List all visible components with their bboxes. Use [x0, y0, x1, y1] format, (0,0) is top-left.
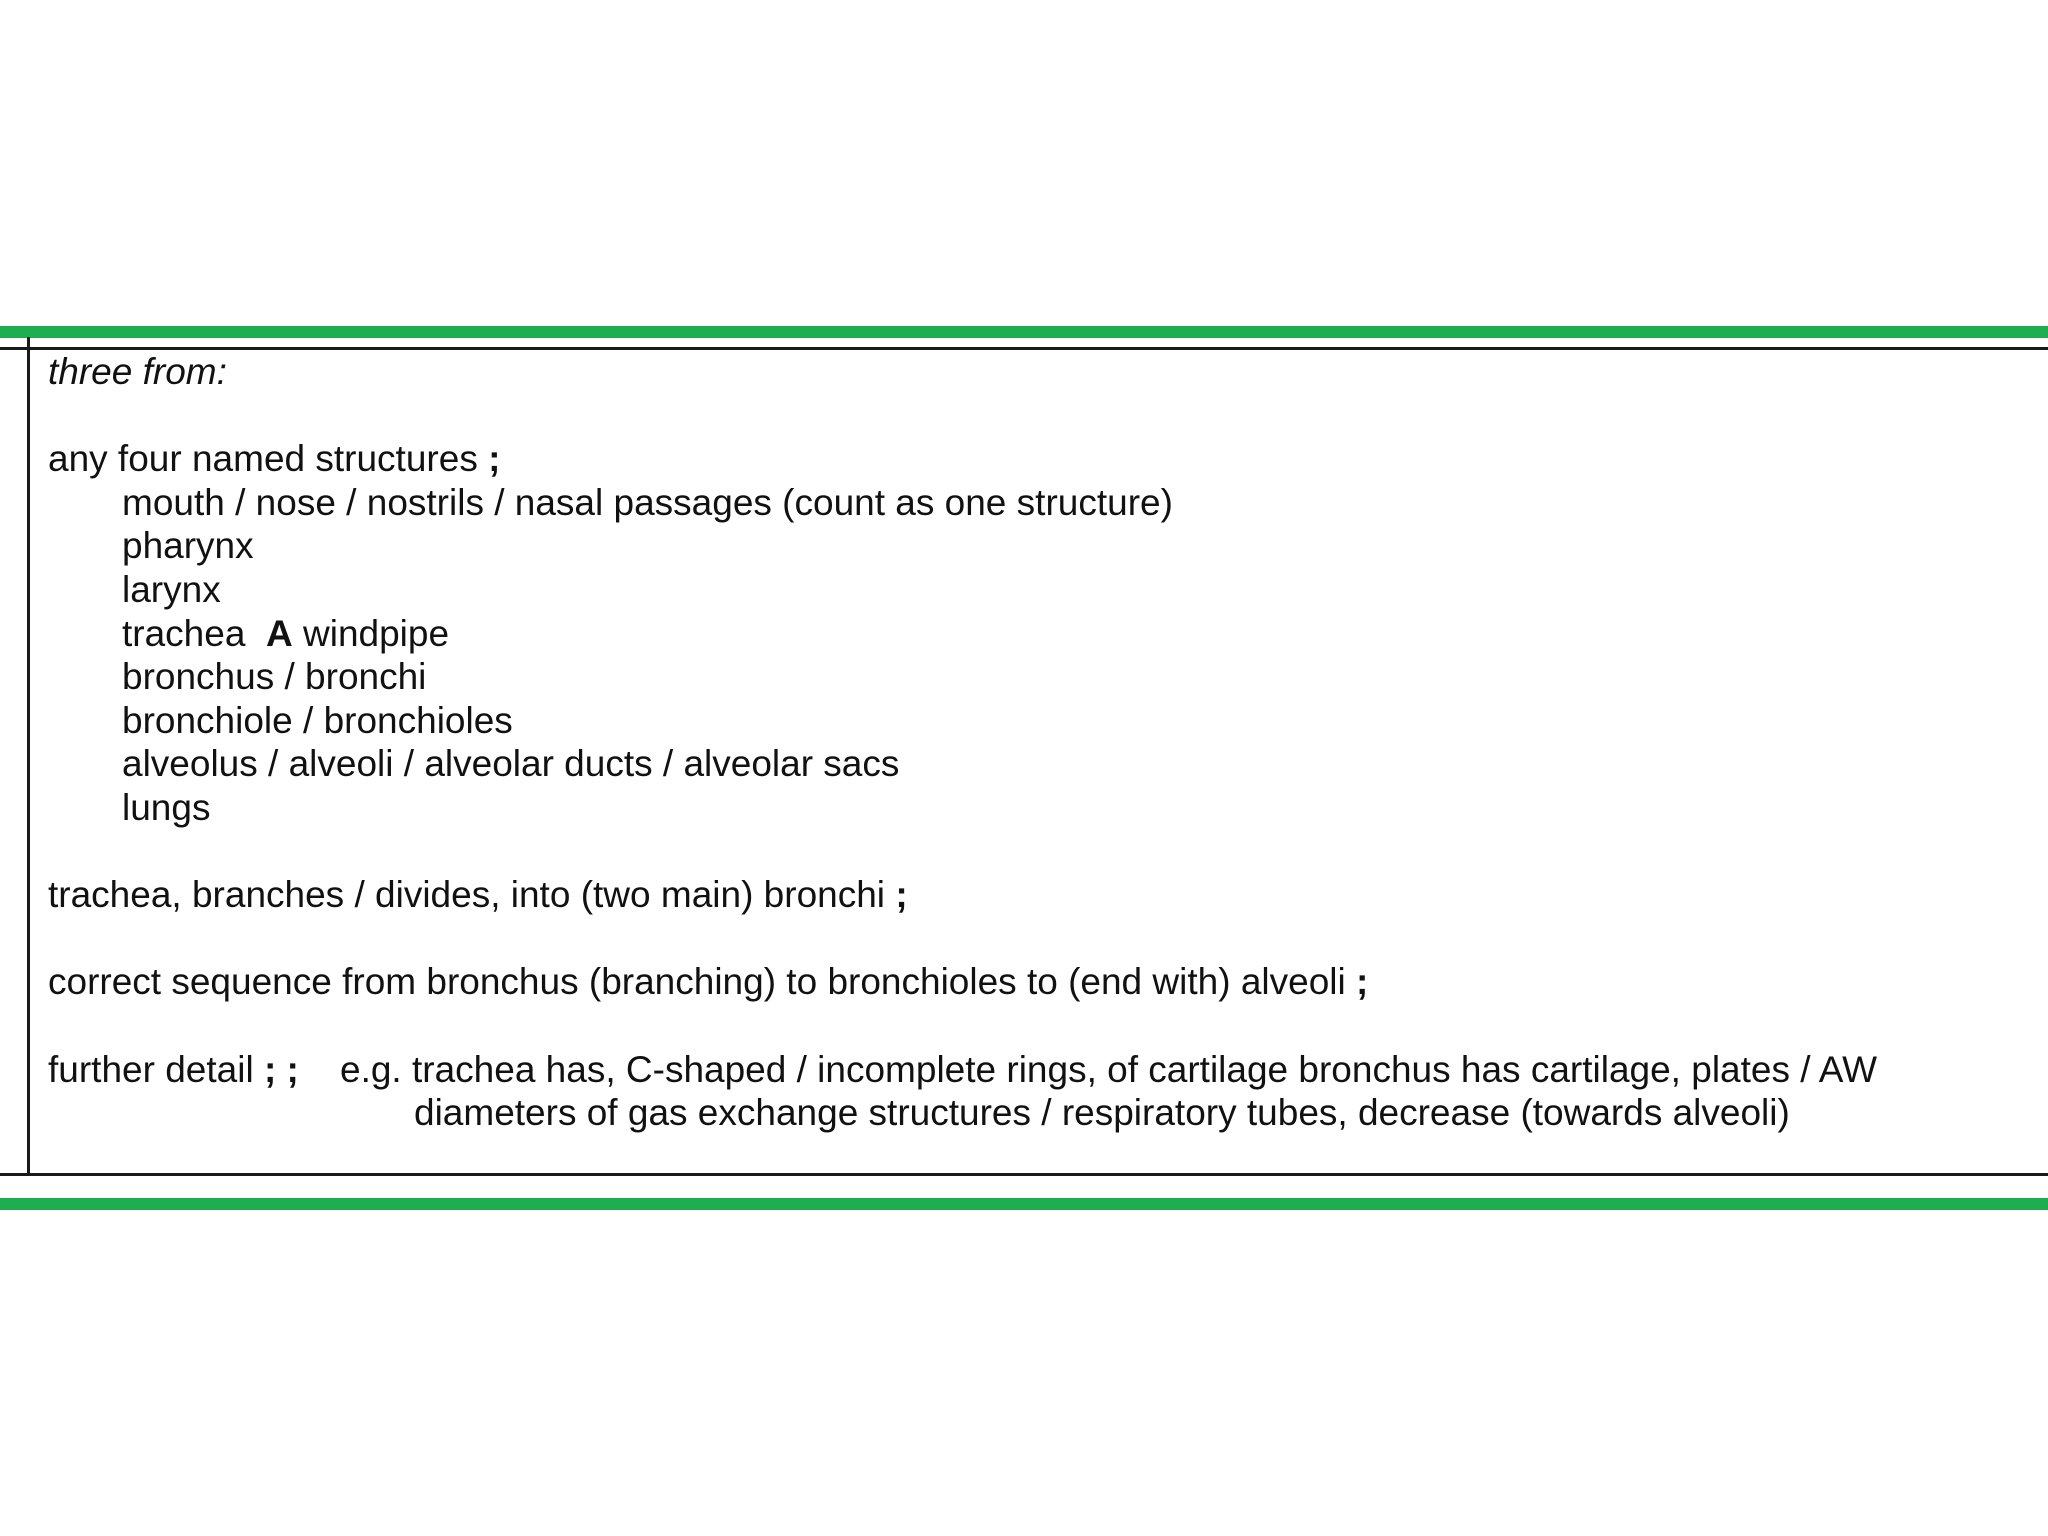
spacer: [48, 1004, 2038, 1048]
point-correct-sequence: [48, 960, 2038, 1004]
mark-semicolon: ;: [488, 438, 501, 480]
point-further-detail: [48, 1048, 2038, 1092]
further-detail-label-group: [48, 1048, 340, 1092]
point-named-structures: [48, 437, 2038, 481]
bottom-green-rule: [0, 1198, 2048, 1210]
point-trachea-branches: [48, 873, 2038, 917]
point-text: correct sequence from bronchus (branching) to bronchioles to (end with) alveoli: [48, 961, 1346, 1003]
table-left-border: [27, 337, 30, 1176]
structure-item: larynx: [122, 568, 221, 610]
example-line-1: e.g. trachea has, C-shaped / incomplete rings, of cartilage bronchus has cartilage, plates / AW: [340, 1048, 1877, 1090]
structure-item: bronchiole / bronchioles: [122, 699, 513, 741]
point-text: trachea, branches / divides, into (two main) bronchi: [48, 874, 886, 916]
structure-item-trachea: [48, 612, 2038, 656]
alternative-term: windpipe: [303, 612, 450, 654]
spacer: [48, 917, 2038, 961]
accept-tag: A: [265, 612, 293, 654]
structure-item: pharynx: [122, 525, 254, 567]
structure-item: lungs: [122, 786, 211, 828]
structure-item: alveolus / alveoli / alveolar ducts / alveolar sacs: [122, 743, 900, 785]
mark-semicolon: ;: [895, 874, 908, 916]
mark-scheme-cell: [48, 350, 2038, 1172]
further-detail-label: further detail: [48, 1048, 254, 1090]
spacer: [48, 830, 2038, 874]
structure-item: bronchus / bronchi: [122, 656, 427, 698]
top-green-rule: [0, 326, 2048, 338]
mark-semicolon: ;: [1356, 961, 1369, 1003]
structure-item: mouth / nose / nostrils / nasal passages (count as one structure): [122, 481, 1173, 523]
example-line-2: diameters of gas exchange structures / respiratory tubes, decrease (towards alveoli): [414, 1092, 1790, 1134]
header-three-from: three from:: [48, 351, 227, 392]
trachea-term: trachea: [122, 612, 246, 654]
point-text: any four named structures: [48, 438, 478, 480]
table-bottom-border: [0, 1173, 2048, 1176]
double-mark: ; ;: [263, 1048, 299, 1090]
spacer: [48, 394, 2038, 438]
